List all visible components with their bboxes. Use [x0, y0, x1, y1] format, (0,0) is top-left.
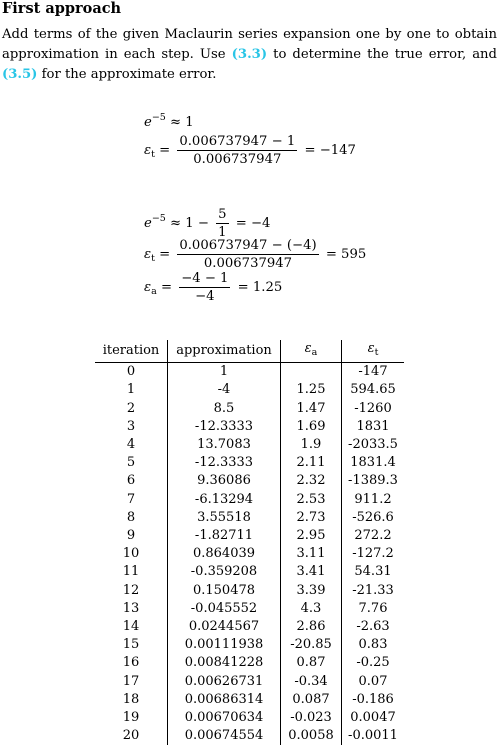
cell-iteration: 6	[95, 472, 168, 490]
cell-approx-error: 1.69	[281, 418, 342, 436]
cell-approx-error: 2.86	[281, 618, 342, 636]
cell-approximation: -0.045552	[168, 600, 281, 618]
cell-approximation: 9.36086	[168, 472, 281, 490]
denominator: 0.006737947	[203, 256, 293, 271]
epsilon-symbol: ε	[144, 280, 152, 295]
step2-approximation	[144, 207, 270, 240]
denominator: 1	[218, 225, 227, 240]
cell-true-error: 0.83	[358, 637, 388, 653]
cell-iteration: 11	[95, 563, 168, 581]
cell-approx-error: 3.41	[281, 563, 342, 581]
t-subscript: t	[151, 149, 155, 160]
step2-true-error: $\varepsilon_t$ = $\frac{0.006737947 - (-4)}{0.006737947}$ = 595	[144, 238, 367, 271]
cell-approx-error: 2.73	[281, 509, 342, 527]
cell-iteration: 17	[95, 673, 168, 691]
cell-true-error: 272.2	[354, 528, 392, 544]
cell-true-error: 911.2	[354, 491, 392, 507]
cell-approximation: 0.00626731	[168, 673, 281, 691]
cell-approx-error: 4.3	[281, 600, 342, 618]
cell-approx-error: 1.9	[281, 436, 342, 454]
cell-approx-error: 0.087	[281, 691, 342, 709]
step1-approximation	[144, 112, 194, 130]
cell-iteration: 8	[95, 509, 168, 527]
cell-iteration: 4	[95, 436, 168, 454]
e-symbol: e	[144, 115, 152, 130]
cell-true-error: -1260	[354, 400, 392, 416]
table-row	[95, 727, 404, 745]
table-row	[95, 472, 404, 490]
approx-result: = −4	[235, 216, 271, 231]
t-subscript: t	[151, 253, 155, 264]
cell-approx-error: 1.47	[281, 400, 342, 418]
a-subscript: a	[151, 286, 157, 297]
cell-true-error: 7.76	[358, 600, 388, 616]
cell-true-error: -2.63	[356, 619, 390, 635]
cell-true-error: -21.33	[352, 582, 394, 598]
iteration-table	[95, 340, 404, 745]
cell-true-error: -0.186	[352, 691, 394, 707]
table-row	[95, 491, 404, 509]
approx-value: ≈ 1	[170, 115, 194, 130]
cell-approx-error: 2.53	[281, 491, 342, 509]
table-row	[95, 509, 404, 527]
table-body	[95, 363, 404, 746]
denominator: 0.006737947	[193, 152, 282, 167]
cell-true-error: 1831	[356, 418, 390, 434]
cell-iteration: 0	[95, 363, 168, 382]
para-text-2: to determine the true error, and	[267, 47, 497, 62]
cell-true-error: -0.0011	[348, 728, 398, 744]
cell-true-error: -526.6	[352, 509, 394, 525]
cell-true-error: -1389.3	[348, 473, 398, 489]
cell-approximation: 8.5	[168, 400, 281, 418]
table-row	[95, 381, 404, 399]
cell-iteration: 15	[95, 636, 168, 654]
cell-approximation: 1	[168, 363, 281, 382]
table-row	[95, 709, 404, 727]
header-approximation: approximation	[168, 340, 281, 363]
table-row	[95, 400, 404, 418]
cell-approx-error: 0.0058	[281, 727, 342, 745]
epsilon-symbol: ε	[367, 341, 375, 356]
cell-approximation: 0.00111938	[168, 636, 281, 654]
section-heading: First approach	[2, 0, 122, 17]
cell-iteration: 13	[95, 600, 168, 618]
cell-true-error: -0.25	[356, 655, 390, 671]
table-row	[95, 363, 404, 382]
cell-iteration: 14	[95, 618, 168, 636]
cell-iteration: 9	[95, 527, 168, 545]
table-row	[95, 545, 404, 563]
cell-approximation: -6.13294	[168, 491, 281, 509]
equation-ref-3-3[interactable]: (3.3)	[231, 47, 268, 62]
cell-iteration: 12	[95, 582, 168, 600]
numerator: 0.006737947 − (−4)	[179, 238, 317, 253]
cell-approximation: 0.00841228	[168, 654, 281, 672]
cell-approximation: 0.150478	[168, 582, 281, 600]
fraction	[216, 207, 228, 240]
cell-approximation: 13.7083	[168, 436, 281, 454]
table-row	[95, 527, 404, 545]
table-row	[95, 636, 404, 654]
approx-mid: ≈ 1 −	[170, 216, 209, 231]
result: = −147	[304, 143, 356, 158]
cell-iteration: 2	[95, 400, 168, 418]
table-row	[95, 418, 404, 436]
table-row	[95, 673, 404, 691]
numerator: 0.006737947 − 1	[179, 134, 296, 149]
header-approx-error	[281, 340, 342, 363]
table-row	[95, 582, 404, 600]
cell-approx-error: 2.11	[281, 454, 342, 472]
header-true-error	[342, 340, 405, 363]
cell-approximation: 0.864039	[168, 545, 281, 563]
epsilon-symbol: ε	[304, 341, 312, 356]
cell-approx-error: 3.11	[281, 545, 342, 563]
numerator: −4 − 1	[181, 271, 229, 286]
cell-true-error: 0.07	[358, 673, 388, 689]
cell-approximation: 0.00674554	[168, 727, 281, 745]
equation-ref-3-5[interactable]: (3.5)	[2, 67, 38, 82]
header-iteration: iteration	[95, 340, 168, 363]
a-subscript: a	[311, 347, 318, 358]
cell-approximation: 3.55518	[168, 509, 281, 527]
t-subscript: t	[374, 347, 379, 358]
intro-paragraph	[2, 25, 497, 85]
cell-iteration: 10	[95, 545, 168, 563]
cell-true-error: 594.65	[350, 382, 396, 398]
cell-true-error: 1831.4	[350, 455, 396, 471]
table-row	[95, 454, 404, 472]
fraction	[177, 238, 318, 271]
cell-iteration: 7	[95, 491, 168, 509]
fraction	[177, 134, 297, 167]
cell-iteration: 18	[95, 691, 168, 709]
table-row	[95, 618, 404, 636]
cell-approx-error: 2.95	[281, 527, 342, 545]
numerator: 5	[218, 207, 227, 222]
cell-iteration: 16	[95, 654, 168, 672]
cell-true-error: -147	[358, 364, 388, 380]
cell-approximation: 0.00670634	[168, 709, 281, 727]
epsilon-symbol: ε	[144, 143, 152, 158]
cell-iteration: 19	[95, 709, 168, 727]
para-text-3: for the approximate error.	[37, 67, 217, 82]
cell-approximation: -1.82711	[168, 527, 281, 545]
cell-approximation: -4	[168, 381, 281, 399]
e-symbol: e	[144, 216, 152, 231]
cell-true-error: -127.2	[352, 546, 394, 562]
result: = 595	[325, 247, 367, 262]
fraction	[179, 271, 230, 304]
cell-true-error: 0.0047	[350, 710, 396, 726]
cell-approx-error: -20.85	[281, 636, 342, 654]
cell-approx-error	[281, 363, 342, 382]
cell-true-error: -2033.5	[348, 437, 398, 453]
cell-true-error: 54.31	[354, 564, 392, 580]
cell-approximation: -12.3333	[168, 418, 281, 436]
table-header-row	[95, 340, 404, 363]
table-row	[95, 654, 404, 672]
para-text-1: Add terms of the given Maclaurin series expansion one by one to obtain approximation in each step. Use	[2, 27, 497, 62]
cell-approx-error: -0.34	[281, 673, 342, 691]
denominator: −4	[195, 289, 215, 304]
result: = 1.25	[237, 280, 283, 295]
cell-approx-error: 0.87	[281, 654, 342, 672]
cell-iteration: 3	[95, 418, 168, 436]
cell-approximation: 0.00686314	[168, 691, 281, 709]
cell-approximation: 0.0244567	[168, 618, 281, 636]
step2-approx-error: $\varepsilon_a$ = $\frac{-4 - 1}{-4}$ = 1.25	[144, 271, 283, 304]
exponent: −5	[151, 213, 166, 224]
cell-approx-error: 2.32	[281, 472, 342, 490]
table-row	[95, 436, 404, 454]
cell-approx-error: 3.39	[281, 582, 342, 600]
cell-iteration: 5	[95, 454, 168, 472]
table-row	[95, 691, 404, 709]
table-row	[95, 600, 404, 618]
cell-approx-error: -0.023	[281, 709, 342, 727]
epsilon-symbol: ε	[144, 247, 152, 262]
step1-true-error: $\varepsilon_t$ = $\frac{0.006737947 - 1}{0.006737947}$ = −147	[144, 134, 356, 167]
exponent: −5	[151, 112, 166, 123]
cell-approximation: -12.3333	[168, 454, 281, 472]
cell-iteration: 20	[95, 727, 168, 745]
cell-approx-error: 1.25	[281, 381, 342, 399]
cell-approximation: -0.359208	[168, 563, 281, 581]
table-row	[95, 563, 404, 581]
cell-iteration: 1	[95, 381, 168, 399]
